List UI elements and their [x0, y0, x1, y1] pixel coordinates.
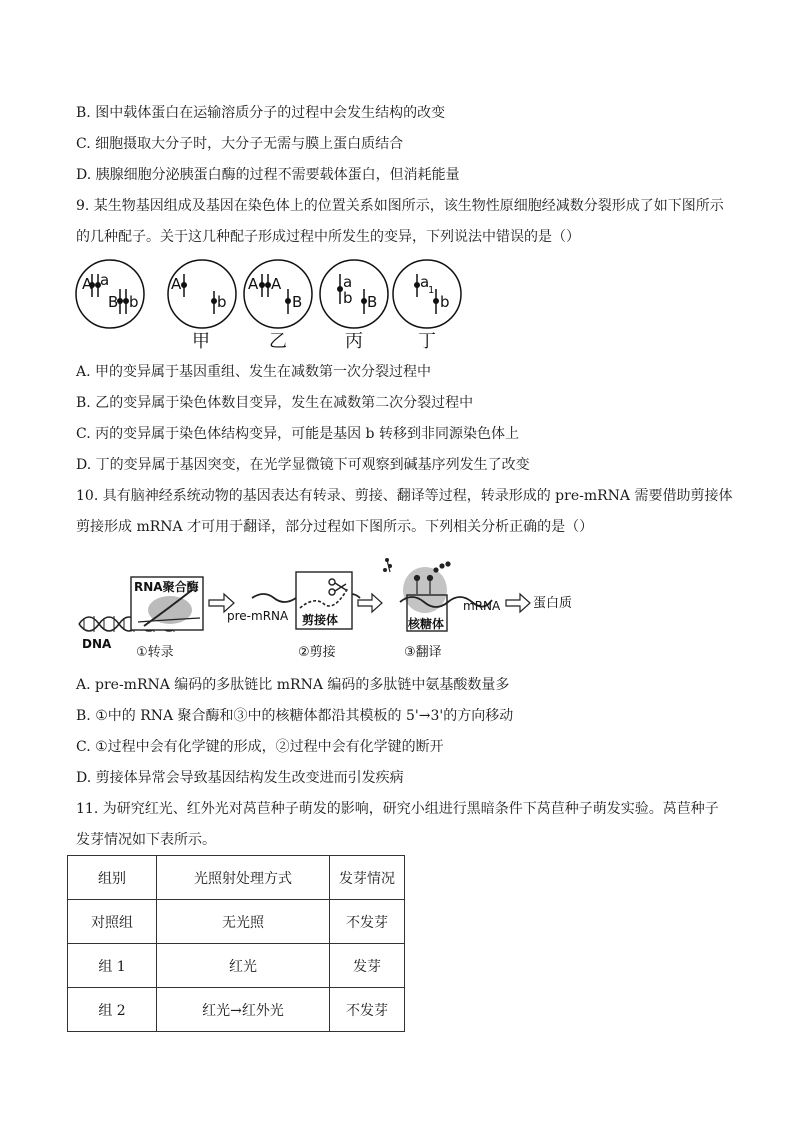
- arrow-right-icon-2: [358, 594, 382, 612]
- arrow-right-icon-3: [506, 594, 530, 612]
- cell2-gene-A2: A: [271, 275, 282, 293]
- cell3-gene-B: B: [367, 293, 378, 311]
- q10-option-b: B. ①中的 RNA 聚合酶和③中的核糖体都沿其模板的 5'→3'的方向移动: [76, 708, 514, 724]
- rna-polymerase-label: RNA聚合酶: [134, 580, 199, 594]
- table-cell: 红光→红外光: [157, 988, 330, 1032]
- q9-stem-line1: 9. 某生物基因组成及基因在染色体上的位置关系如图所示，该生物性原细胞经减数分裂形成了如下图所示: [76, 198, 724, 214]
- cell0-gene-A: A: [82, 275, 93, 293]
- cell3-gene-b: b: [343, 289, 353, 307]
- table-cell: 组 2: [68, 988, 157, 1032]
- protein-label: 蛋白质: [533, 596, 573, 611]
- cell4-gene-b: b: [440, 293, 450, 311]
- ribosome-label: 核糖体: [408, 617, 445, 631]
- cell0-gene-a: a: [100, 271, 110, 289]
- trna-icon: [383, 558, 392, 572]
- cell2-gene-A1: A: [248, 275, 259, 293]
- step2-label: ②剪接: [298, 645, 336, 660]
- cell0-gene-b: b: [129, 293, 139, 311]
- table-header-cell: 发芽情况: [330, 856, 405, 900]
- q10-stem-line1: 10. 具有脑神经系统动物的基因表达有转录、剪接、翻译等过程，转录形成的 pre-mRNA 需要借助剪接体: [76, 488, 733, 504]
- table-header-row: [68, 856, 405, 900]
- q9-option-c: C. 丙的变异属于染色体结构变异，可能是基因 b 转移到非同源染色体上: [76, 426, 519, 442]
- table-row: [68, 900, 405, 944]
- cell3-gene-a: a: [343, 273, 353, 291]
- pre-mrna-label: pre-mRNA: [227, 609, 289, 623]
- table-cell: 不发芽: [330, 900, 405, 944]
- step3-label: ③翻译: [404, 645, 442, 660]
- table-header-cell: 光照射处理方式: [157, 856, 330, 900]
- table-cell: 组 1: [68, 944, 157, 988]
- cell-label-jia: 甲: [192, 331, 210, 351]
- cell0-gene-B: B: [108, 293, 119, 311]
- cell4-gene-subscript: 1: [428, 285, 435, 296]
- table-row: [68, 944, 405, 988]
- cell2-gene-B: B: [292, 293, 303, 311]
- q11-stem-line2: 发芽情况如下表所示。: [76, 832, 216, 848]
- cell4-gene-a: a: [420, 273, 430, 291]
- q10-stem-line2: 剪接形成 mRNA 才可用于翻译，部分过程如下图所示。下列相关分析正确的是（）: [76, 519, 594, 535]
- q8-option-d: D. 胰腺细胞分泌胰蛋白酶的过程不需要载体蛋白，但消耗能量: [76, 167, 460, 183]
- q9-stem-line2: 的几种配子。关于这几种配子形成过程中所发生的变异，下列说法中错误的是（）: [76, 229, 580, 245]
- q9-option-b: B. 乙的变异属于染色体数目变异，发生在减数第二次分裂过程中: [76, 395, 474, 411]
- q11-stem-line1: 11. 为研究红光、红外光对莴苣种子萌发的影响，研究小组进行黑暗条件下莴苣种子萌发实验。莴苣种子: [76, 801, 719, 817]
- table-row: [68, 988, 405, 1032]
- cell-label-ding: 丁: [418, 331, 436, 351]
- cell1-gene-b: b: [217, 293, 227, 311]
- q9-gamete-diagram: [74, 259, 474, 351]
- q8-option-c: C. 细胞摄取大分子时，大分子无需与膜上蛋白质结合: [76, 136, 404, 152]
- q9-option-d: D. 丁的变异属于基因突变，在光学显微镜下可观察到碱基序列发生了改变: [76, 457, 530, 473]
- step1-label: ①转录: [136, 645, 174, 660]
- q10-option-a: A. pre-mRNA 编码的多肽链比 mRNA 编码的多肽链中氨基酸数量多: [76, 677, 510, 693]
- q8-option-b: B. 图中载体蛋白在运输溶质分子的过程中会发生结构的改变: [76, 105, 446, 121]
- table-cell: 对照组: [68, 900, 157, 944]
- table-cell: 无光照: [157, 900, 330, 944]
- table-cell: 红光: [157, 944, 330, 988]
- q10-option-d: D. 剪接体异常会导致基因结构发生改变进而引发疾病: [76, 770, 404, 786]
- mrna-label: mRNA: [463, 599, 501, 613]
- cell1-gene-A: A: [171, 275, 182, 293]
- q11-germination-table: [67, 855, 405, 1032]
- cell-label-yi: 乙: [269, 331, 287, 351]
- table-header-cell: 组别: [68, 856, 157, 900]
- table-cell: 不发芽: [330, 988, 405, 1032]
- q10-gene-expression-diagram: [74, 548, 594, 664]
- spliceosome-label: 剪接体: [302, 613, 339, 627]
- q9-option-a: A. 甲的变异属于基因重组、发生在减数第一次分裂过程中: [76, 364, 432, 380]
- table-cell: 发芽: [330, 944, 405, 988]
- dna-label: DNA: [82, 637, 112, 651]
- q10-option-c: C. ①过程中会有化学键的形成，②过程中会有化学键的断开: [76, 739, 444, 755]
- cell-label-bing: 丙: [345, 331, 363, 351]
